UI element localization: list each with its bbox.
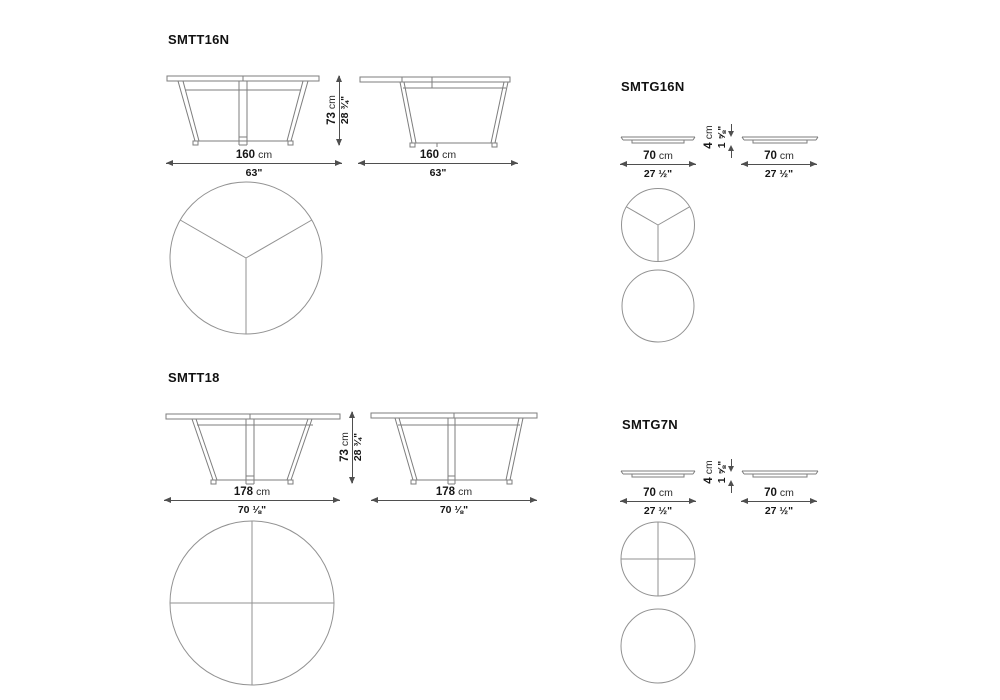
smtt18-front-width-dim xyxy=(164,486,340,516)
smtg7n-thickness-dim-text xyxy=(703,460,729,483)
width-value-inches: 27 ½" xyxy=(643,505,673,517)
height-value-inches: 28 ¾" xyxy=(339,95,351,125)
smtg7n-profile-right xyxy=(741,468,819,480)
smtg16n-left-width-dim xyxy=(620,150,696,180)
dimension-line xyxy=(741,501,817,502)
width-value-cm: 160 cm xyxy=(419,149,457,161)
smtg7n-thickness-arrow-bottom xyxy=(731,486,732,493)
smtt18-side-width-dim xyxy=(371,486,537,516)
thickness-value-inches: 1 ⅝" xyxy=(716,125,728,149)
smtt18-front-elevation xyxy=(164,410,340,488)
width-value-inches: 63" xyxy=(245,167,263,179)
smtt16n-height-dim-text xyxy=(326,95,352,125)
dimension-line xyxy=(741,164,817,165)
product-code-smtt18: SMTT18 xyxy=(168,370,220,385)
smtg16n-thickness-arrow-bottom xyxy=(731,151,732,158)
width-value-inches: 70 ⅛" xyxy=(439,504,469,516)
width-value-inches: 27 ½" xyxy=(764,505,794,517)
dimension-line xyxy=(371,500,537,501)
width-value-cm: 178 cm xyxy=(435,486,473,498)
product-code-smtt16n: SMTT16N xyxy=(168,32,230,47)
smtg7n-left-width-dim xyxy=(620,487,696,517)
smtg16n-top-view-plain xyxy=(620,269,696,345)
dimension-line xyxy=(358,163,518,164)
smtt18-side-elevation xyxy=(368,410,540,488)
width-value-cm: 70 cm xyxy=(764,487,794,499)
thickness-value-inches: 1 ⅝" xyxy=(716,460,728,484)
height-value-inches: 28 ¾" xyxy=(352,432,364,462)
width-value-cm: 160 cm xyxy=(235,149,273,161)
dimension-line xyxy=(164,500,340,501)
smtg7n-right-width-dim xyxy=(741,487,817,517)
smtt16n-side-width-dim xyxy=(358,149,518,179)
smtg7n-top-view-cross xyxy=(620,521,698,599)
smtg16n-profile-left xyxy=(620,134,696,146)
thickness-value-cm: 4 cm xyxy=(703,125,715,149)
smtg16n-top-view-3leg xyxy=(620,187,696,263)
width-value-inches: 27 ½" xyxy=(643,168,673,180)
smtg16n-right-width-dim xyxy=(741,150,817,180)
dimension-line xyxy=(620,501,696,502)
smtt16n-side-elevation xyxy=(356,74,516,150)
product-code-smtg7n: SMTG7N xyxy=(622,417,678,432)
thickness-value-cm: 4 cm xyxy=(703,460,715,484)
width-value-cm: 70 cm xyxy=(643,150,673,162)
smtg7n-profile-left xyxy=(620,468,696,480)
smtt16n-front-elevation xyxy=(164,74,322,150)
smtg16n-profile-right xyxy=(741,134,819,146)
product-code-smtg16n: SMTG16N xyxy=(621,79,685,94)
width-value-cm: 70 cm xyxy=(764,150,794,162)
height-value-cm: 73 cm xyxy=(339,432,351,462)
smtt18-top-view-circle xyxy=(168,519,336,687)
width-value-inches: 63" xyxy=(429,167,447,179)
smtt16n-top-view-circle xyxy=(168,180,324,336)
width-value-inches: 27 ½" xyxy=(764,168,794,180)
smtg7n-thickness-arrow-top xyxy=(731,459,732,466)
smtt18-height-dim-text xyxy=(339,432,365,462)
smtt16n-front-width-dim xyxy=(166,149,342,179)
width-value-cm: 178 cm xyxy=(233,486,271,498)
height-value-cm: 73 cm xyxy=(326,95,338,125)
smtg16n-thickness-arrow-top xyxy=(731,124,732,131)
dimension-line xyxy=(166,163,342,164)
dimension-line xyxy=(620,164,696,165)
smtg16n-thickness-dim-text xyxy=(703,125,729,148)
width-value-inches: 70 ⅛" xyxy=(237,504,267,516)
width-value-cm: 70 cm xyxy=(643,487,673,499)
smtg7n-top-view-plain xyxy=(620,608,698,686)
